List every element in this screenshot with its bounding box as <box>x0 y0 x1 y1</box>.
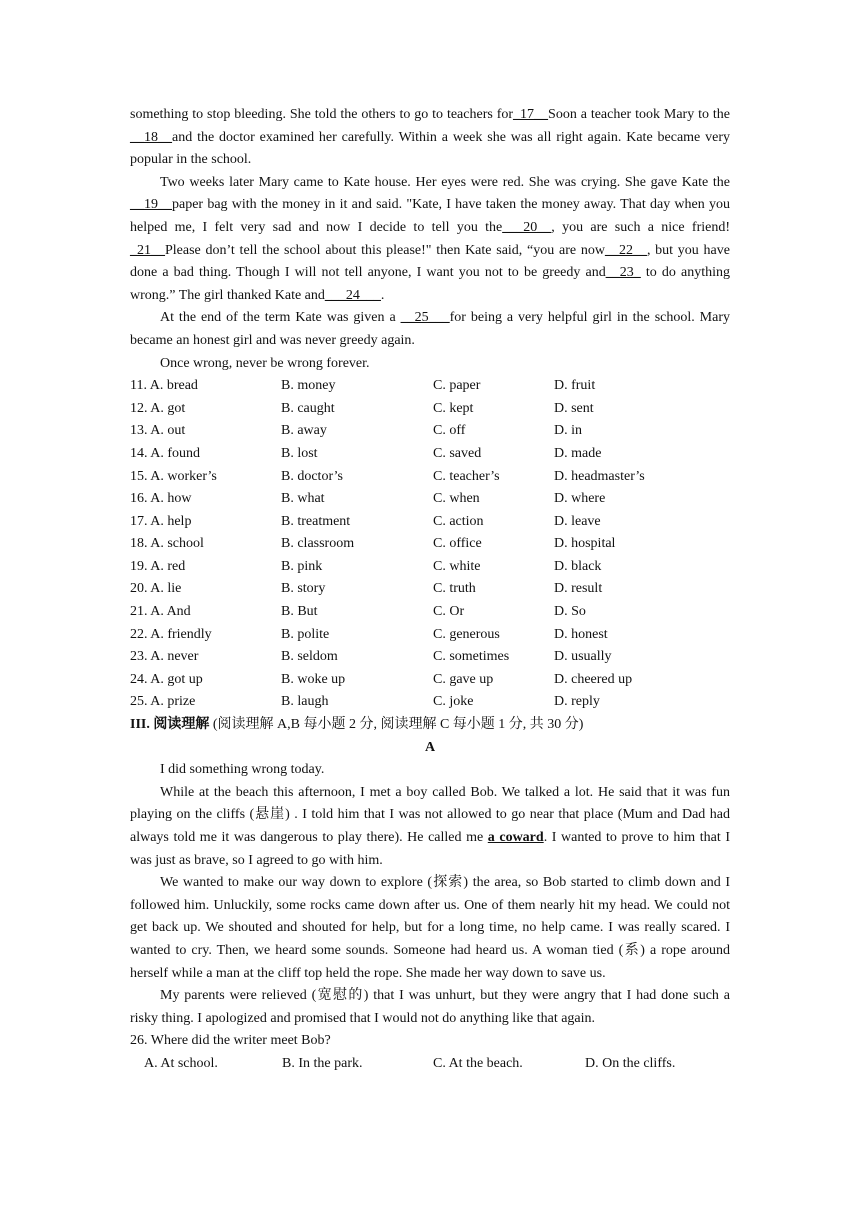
option-c: C. action <box>433 513 484 529</box>
blank-21: _21__ <box>130 242 165 258</box>
option-row <box>130 691 730 714</box>
option-row <box>130 669 730 692</box>
option-b: B. what <box>281 491 325 507</box>
option-row <box>130 420 730 443</box>
option-d: D. hospital <box>554 536 616 552</box>
option-a: 22. A. friendly <box>130 626 212 642</box>
option-b: B. doctor’s <box>281 468 343 484</box>
passage-text: At the end of the term Kate was given a <box>160 310 401 326</box>
passage-text: , you are such a nice friend! <box>551 219 731 235</box>
option-a: 19. A. red <box>130 558 186 574</box>
option-c: C. paper <box>433 378 481 394</box>
passage-text: something to stop bleeding. She told the others to go to teachers for <box>130 107 514 122</box>
option-row <box>130 466 730 489</box>
option-a: 25. A. prize <box>130 694 196 710</box>
option-row <box>130 601 730 624</box>
question-options <box>130 1053 730 1076</box>
option-b: B. woke up <box>281 671 346 687</box>
option-d: D. black <box>554 558 602 574</box>
section-heading <box>130 714 730 737</box>
option-b: B. story <box>281 581 326 597</box>
option-a: 21. A. And <box>130 604 191 620</box>
option-a: 15. A. worker’s <box>130 468 217 484</box>
option-b: B. seldom <box>281 649 338 665</box>
option-a: 17. A. help <box>130 513 192 529</box>
option-c: C. generous <box>433 626 500 642</box>
cloze-paragraph-2 <box>130 172 730 308</box>
option-a: A. At school. <box>144 1055 218 1071</box>
option-d: D. in <box>554 423 582 439</box>
blank-20: ___20__ <box>502 219 552 235</box>
option-row <box>130 443 730 466</box>
cloze-paragraph-1 <box>130 104 730 172</box>
passage-text: Soon a teacher took Mary to the <box>548 107 730 122</box>
option-b: B. caught <box>281 400 335 416</box>
option-d: D. usually <box>554 649 612 665</box>
blank-25: __25___ <box>400 310 450 326</box>
option-b: B. treatment <box>281 513 351 529</box>
option-row <box>130 578 730 601</box>
reading-a-title: A <box>424 739 436 755</box>
reading-paragraph: We wanted to make our way down to explore (探索) the area, so Bob started to climb down and I followed him. Unluckily, some rocks came down after us. One of them nearly hit my head. We could not get back up. We shouted and shouted for help, but for a long time, no help came. I was really scared. I wanted to cry. Then, we heard some sounds. Someone had heard us. A woman tied (系) a rope around herself while a man at the cliff top held the rope. She made her way down to save us. <box>130 875 730 981</box>
option-b: B. classroom <box>281 536 355 552</box>
option-c: C. off <box>433 423 466 439</box>
option-row <box>130 398 730 421</box>
option-d: D. sent <box>554 400 594 416</box>
option-c: C. teacher’s <box>433 468 500 484</box>
option-d: D. where <box>554 491 606 507</box>
option-c: C. gave up <box>433 671 494 687</box>
blank-22: __22__ <box>604 242 647 258</box>
option-b: B. pink <box>281 558 323 574</box>
cloze-paragraph-3 <box>130 307 730 352</box>
option-a: 13. A. out <box>130 423 186 439</box>
option-a: 14. A. found <box>130 445 200 461</box>
option-d: D. fruit <box>554 378 596 394</box>
reading-paragraph <box>130 782 730 872</box>
option-c: C. truth <box>433 581 476 597</box>
option-a: 11. A. bread <box>130 378 198 394</box>
option-a: 20. A. lie <box>130 581 182 597</box>
option-d: D. leave <box>554 513 601 529</box>
blank-19: __19__ <box>130 197 172 213</box>
option-b: B. In the park. <box>282 1055 363 1071</box>
option-a: 23. A. never <box>130 649 199 665</box>
option-row <box>130 511 730 534</box>
option-a: 12. A. got <box>130 400 186 416</box>
option-b: B. But <box>281 604 318 620</box>
blank-18: __18__ <box>130 129 172 145</box>
passage-text: , but you have done a bad thing. Though I will not tell anyone, I want you not to be greedy and <box>130 242 730 281</box>
passage-text: Please don’t tell the school about this please!" then Kate said, “you are now <box>165 242 605 258</box>
exam-page <box>130 104 730 1076</box>
cloze-options <box>130 375 730 714</box>
option-c: C. office <box>433 536 482 552</box>
option-d: D. result <box>554 581 603 597</box>
option-row <box>130 375 730 398</box>
option-row <box>130 533 730 556</box>
section-note: (阅读理解 A,B 每小题 2 分, 阅读理解 C 每小题 1 分, 共 30 分) <box>209 717 584 733</box>
option-c: C. white <box>433 558 481 574</box>
option-row <box>130 488 730 511</box>
reading-paragraph: My parents were relieved (宽慰的) that I was unhurt, but they were angry that I had done such a risky thing. I apologized and promised that I would not do anything like that again. <box>130 988 730 1026</box>
section-title: III. 阅读理解 <box>130 717 210 733</box>
blank-24: ___24___ <box>324 287 381 303</box>
option-row <box>130 646 730 669</box>
blank-23: __23_ <box>605 265 641 281</box>
option-c: C. kept <box>433 400 474 416</box>
reading-paragraph: I did something wrong today. <box>160 762 325 778</box>
passage-text: . <box>380 287 385 303</box>
passage-text: Two weeks later Mary came to Kate house. Her eyes were red. She was crying. She gave Kate the <box>160 174 730 190</box>
question-stem: 26. Where did the writer meet Bob? <box>130 1033 331 1049</box>
option-c: C. joke <box>433 694 474 710</box>
option-b: B. polite <box>281 626 330 642</box>
passage-text: While at the beach this afternoon, I met a boy called Bob. We talked a lot. He said that it was fun playing on the cliffs (悬崖) . I told him that I was not allowed to go near that place (Mum and Dad had always told me it was dangerous to play there). He called me <box>130 784 730 845</box>
option-c: C. At the beach. <box>433 1055 523 1071</box>
passage-text: to do anything wrong.” The girl thanked Kate and <box>130 265 730 303</box>
emphasized-phrase: a coward <box>487 830 544 845</box>
option-d: D. made <box>554 445 602 461</box>
option-d: D. On the cliffs. <box>585 1055 676 1071</box>
option-b: B. lost <box>281 445 318 461</box>
option-c: C. Or <box>433 604 465 620</box>
option-b: B. away <box>281 423 327 439</box>
passage-text: and the doctor examined her carefully. Within a week she was all right again. Kate became very popular in the school. <box>130 129 730 168</box>
option-c: C. when <box>433 491 480 507</box>
option-d: D. So <box>554 604 586 620</box>
passage-text: paper bag with the money in it and said. "Kate, I have taken the money away. That day when you helped me, I felt very sad and now I decide to tell you the <box>130 197 730 235</box>
option-d: D. headmaster’s <box>554 468 645 484</box>
option-b: B. money <box>281 378 336 394</box>
cloze-paragraph-4: Once wrong, never be wrong forever. <box>160 355 370 371</box>
option-a: 24. A. got up <box>130 671 203 687</box>
passage-text: . I wanted to prove to him that I was just as brave, so I agreed to go with him. <box>130 830 730 868</box>
option-a: 16. A. how <box>130 491 192 507</box>
option-c: C. saved <box>433 445 482 461</box>
passage-text: for being a very helpful girl in the school. Mary became an honest girl and was never greedy again. <box>130 310 731 348</box>
option-d: D. reply <box>554 694 600 710</box>
option-b: B. laugh <box>281 694 329 710</box>
option-row <box>130 624 730 647</box>
option-c: C. sometimes <box>433 649 510 665</box>
option-d: D. cheered up <box>554 671 633 687</box>
option-d: D. honest <box>554 626 608 642</box>
option-row <box>130 556 730 579</box>
blank-17: _17__ <box>513 107 549 122</box>
option-a: 18. A. school <box>130 536 204 552</box>
